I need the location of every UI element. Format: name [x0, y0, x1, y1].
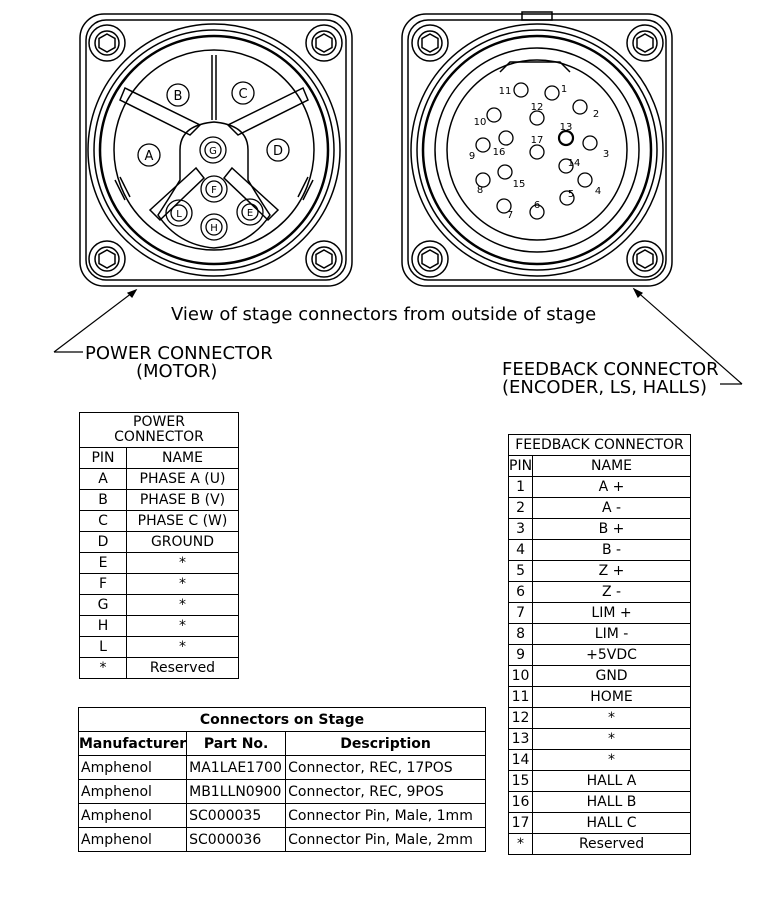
feedback-pin-label: 1 — [560, 84, 568, 95]
feedback-table-title: FEEDBACK CONNECTOR — [509, 435, 691, 456]
power-table-row-name: * — [127, 637, 239, 658]
feedback-table-row-name: GND — [533, 666, 691, 687]
power-pin-label: D — [272, 144, 284, 159]
power-table-row-name: * — [127, 616, 239, 637]
power-pin-label: A — [144, 149, 154, 164]
power-table-row-name: * — [127, 553, 239, 574]
feedback-table-row-pin: 8 — [509, 624, 533, 645]
stage-table-row-manufacturer: Amphenol — [79, 828, 187, 852]
pin-column-header: PIN — [80, 448, 127, 469]
stage-table-row-description: Connector Pin, Male, 1mm — [286, 804, 486, 828]
power-table-row — [80, 637, 239, 658]
power-connector-sublabel: (MOTOR) — [136, 361, 218, 382]
feedback-table-row — [509, 729, 691, 750]
feedback-pin-label: 4 — [594, 186, 602, 197]
feedback-table-row-name: Z + — [533, 561, 691, 582]
feedback-table-row — [509, 561, 691, 582]
power-table-body — [80, 469, 239, 679]
power-table-row — [80, 553, 239, 574]
feedback-table-row-name: * — [533, 708, 691, 729]
feedback-table-row — [509, 540, 691, 561]
stage-table-row — [79, 828, 486, 852]
corner-screw-icon — [306, 241, 342, 277]
feedback-table-row-pin: 3 — [509, 519, 533, 540]
power-table-row-pin: B — [80, 490, 127, 511]
feedback-table-body — [509, 477, 691, 855]
feedback-table-row-name: B + — [533, 519, 691, 540]
feedback-table-row-pin: 5 — [509, 561, 533, 582]
stage-table-row — [79, 756, 486, 780]
diagram-caption: View of stage connectors from outside of stage — [171, 304, 597, 325]
power-pin-label: H — [210, 223, 218, 234]
feedback-table-row-name: HALL B — [533, 792, 691, 813]
feedback-table-row — [509, 813, 691, 834]
power-table-row — [80, 511, 239, 532]
feedback-pin-labels — [469, 84, 609, 221]
feedback-table-row-pin: 7 — [509, 603, 533, 624]
feedback-table-row — [509, 750, 691, 771]
corner-screw-icon — [89, 25, 125, 61]
corner-screw-icon — [627, 241, 663, 277]
feedback-pin-label: 9 — [468, 151, 476, 162]
power-table-row-pin: F — [80, 574, 127, 595]
feedback-pin-label: 7 — [506, 210, 514, 221]
power-table-row-pin: E — [80, 553, 127, 574]
power-table-row — [80, 490, 239, 511]
feedback-table-row-pin: 16 — [509, 792, 533, 813]
stage-table-row — [79, 804, 486, 828]
corner-screw-icon — [412, 241, 448, 277]
power-table-row-pin: * — [80, 658, 127, 679]
feedback-table-row — [509, 666, 691, 687]
name-column-header: NAME — [533, 456, 691, 477]
feedback-pin-label: 6 — [533, 200, 541, 211]
feedback-table-row-pin: 1 — [509, 477, 533, 498]
feedback-pin-label: 14 — [567, 158, 581, 169]
feedback-table-row — [509, 519, 691, 540]
feedback-table-row-name: Reserved — [533, 834, 691, 855]
power-table-row-name: * — [127, 595, 239, 616]
stage-table-row-manufacturer: Amphenol — [79, 804, 187, 828]
stage-table-row-description: Connector Pin, Male, 2mm — [286, 828, 486, 852]
stage-table-row-part: MB1LLN0900 — [187, 780, 286, 804]
feedback-table-row-pin: 11 — [509, 687, 533, 708]
feedback-pin-label: 3 — [602, 149, 610, 160]
feedback-table-row — [509, 792, 691, 813]
feedback-connector-face — [402, 12, 672, 286]
feedback-table-row-name: LIM + — [533, 603, 691, 624]
connectors-on-stage-table — [78, 707, 486, 852]
feedback-table-row — [509, 771, 691, 792]
description-column-header: Description — [286, 732, 486, 756]
connector-drawing — [0, 0, 768, 400]
feedback-table-row — [509, 624, 691, 645]
power-table-row-pin: D — [80, 532, 127, 553]
feedback-pin-label: 10 — [473, 117, 487, 128]
feedback-table-row-name: HALL C — [533, 813, 691, 834]
feedback-pin-label: 2 — [592, 109, 600, 120]
name-column-header: NAME — [127, 448, 239, 469]
power-table-row-name: GROUND — [127, 532, 239, 553]
feedback-connector-sublabel: (ENCODER, LS, HALLS) — [502, 377, 708, 398]
power-connector-label: POWER CONNECTOR — [85, 343, 273, 364]
feedback-table-row-name: LIM - — [533, 624, 691, 645]
feedback-table-row-pin: 15 — [509, 771, 533, 792]
power-connector-table — [79, 412, 239, 679]
feedback-pin-label: 5 — [567, 189, 575, 200]
feedback-pin-label: 17 — [530, 135, 544, 146]
power-table-row-name: * — [127, 574, 239, 595]
corner-screw-icon — [306, 25, 342, 61]
power-pin-label: E — [246, 208, 254, 219]
feedback-table-row-pin: 6 — [509, 582, 533, 603]
feedback-table-row-name: HALL A — [533, 771, 691, 792]
feedback-connector-table — [508, 434, 691, 855]
stage-table-row-description: Connector, REC, 9POS — [286, 780, 486, 804]
feedback-table-row — [509, 498, 691, 519]
corner-screw-icon — [89, 241, 125, 277]
feedback-pin-label: 15 — [512, 179, 526, 190]
power-table-title-line1: POWER — [133, 414, 185, 430]
feedback-table-row-pin: 14 — [509, 750, 533, 771]
pin-column-header: PIN — [509, 456, 533, 477]
stage-table-title: Connectors on Stage — [79, 708, 486, 732]
feedback-table-row — [509, 582, 691, 603]
feedback-pin-label: 16 — [492, 147, 506, 158]
power-table-row — [80, 574, 239, 595]
power-pin-label: F — [211, 185, 217, 196]
feedback-table-row-name: * — [533, 729, 691, 750]
feedback-table-row — [509, 687, 691, 708]
feedback-pin-label: 13 — [559, 122, 573, 133]
corner-screw-icon — [627, 25, 663, 61]
power-table-row-name: PHASE B (V) — [127, 490, 239, 511]
feedback-table-row-name: A + — [533, 477, 691, 498]
feedback-table-row-name: B - — [533, 540, 691, 561]
power-pin-label: L — [176, 209, 182, 220]
stage-table-row-manufacturer: Amphenol — [79, 780, 187, 804]
corner-screw-icon — [412, 25, 448, 61]
power-table-row — [80, 532, 239, 553]
power-table-row-name: Reserved — [127, 658, 239, 679]
feedback-pin-label: 12 — [530, 102, 544, 113]
stage-table-row-part: SC000036 — [187, 828, 286, 852]
feedback-table-row — [509, 603, 691, 624]
feedback-table-row — [509, 477, 691, 498]
power-table-row-pin: H — [80, 616, 127, 637]
feedback-table-row-name: A - — [533, 498, 691, 519]
manufacturer-column-header: Manufacturer — [79, 732, 187, 756]
power-table-row — [80, 658, 239, 679]
power-table-row — [80, 469, 239, 490]
feedback-table-row-pin: 10 — [509, 666, 533, 687]
feedback-connector-label: FEEDBACK CONNECTOR — [502, 359, 719, 380]
feedback-pin-label: 11 — [498, 86, 512, 97]
power-table-title-line2: CONNECTOR — [114, 429, 204, 445]
feedback-table-row — [509, 708, 691, 729]
power-pin-labels — [145, 87, 283, 234]
feedback-table-row-name: * — [533, 750, 691, 771]
feedback-table-row-name: +5VDC — [533, 645, 691, 666]
part-number-column-header: Part No. — [187, 732, 286, 756]
feedback-table-row-pin: 12 — [509, 708, 533, 729]
stage-table-row-part: MA1LAE1700 — [187, 756, 286, 780]
power-table-row-name: PHASE C (W) — [127, 511, 239, 532]
feedback-table-row-name: Z - — [533, 582, 691, 603]
power-table-row-pin: G — [80, 595, 127, 616]
feedback-table-row-name: HOME — [533, 687, 691, 708]
power-pin-label: B — [173, 89, 183, 104]
feedback-table-row-pin: 17 — [509, 813, 533, 834]
power-pin-label: G — [209, 146, 217, 157]
stage-table-row — [79, 780, 486, 804]
power-table-row — [80, 595, 239, 616]
feedback-table-row — [509, 645, 691, 666]
stage-table-row-description: Connector, REC, 17POS — [286, 756, 486, 780]
power-table-title — [80, 413, 239, 448]
power-table-row-pin: C — [80, 511, 127, 532]
feedback-table-row-pin: 2 — [509, 498, 533, 519]
feedback-table-row — [509, 834, 691, 855]
power-table-row-name: PHASE A (U) — [127, 469, 239, 490]
stage-table-row-part: SC000035 — [187, 804, 286, 828]
feedback-table-row-pin: 4 — [509, 540, 533, 561]
stage-table-body — [79, 756, 486, 852]
power-table-row — [80, 616, 239, 637]
power-table-row-pin: L — [80, 637, 127, 658]
feedback-table-row-pin: 13 — [509, 729, 533, 750]
power-pin-label: C — [238, 87, 248, 102]
feedback-pin-label: 8 — [476, 185, 484, 196]
power-table-row-pin: A — [80, 469, 127, 490]
feedback-table-row-pin: * — [509, 834, 533, 855]
feedback-table-row-pin: 9 — [509, 645, 533, 666]
stage-table-row-manufacturer: Amphenol — [79, 756, 187, 780]
